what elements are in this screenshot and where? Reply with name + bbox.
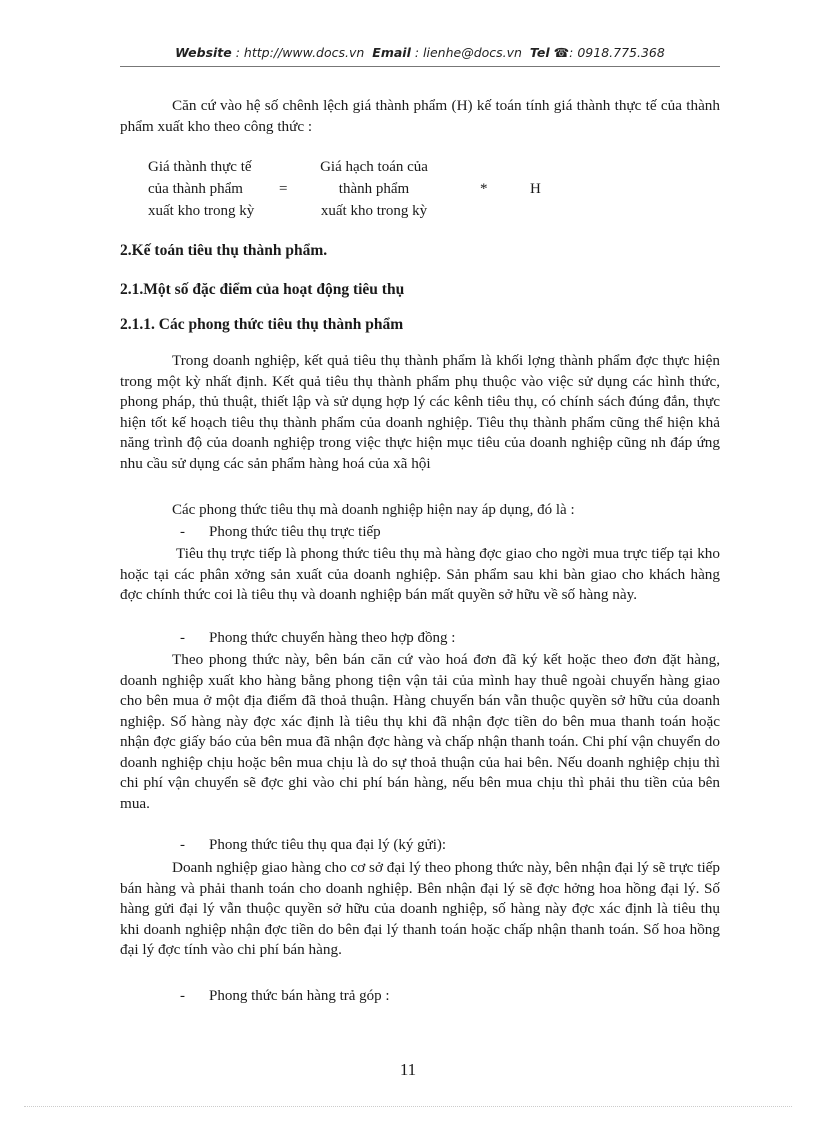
footer-divider: [24, 1106, 792, 1107]
bullet-direct-sale-label: Phong thức tiêu thụ trực tiếp: [209, 524, 381, 540]
formula-left-line-1: Giá thành thực tế: [148, 159, 252, 175]
website-label: Website: [175, 45, 232, 60]
bullet-contract-delivery-label: Phong thức chuyển hàng theo hợp đồng :: [209, 630, 456, 646]
bullet-agency-sale-label: Phong thức tiêu thụ qua đại lý (ký gửi):: [209, 837, 447, 853]
methods-intro: Các phong thức tiêu thụ mà doanh nghiệp hiện nay áp dụng, đó là :: [172, 502, 575, 518]
page-number: 11: [399, 1060, 417, 1079]
formula-h: H: [530, 181, 541, 197]
email-value: : lienhe@docs.vn: [414, 45, 522, 60]
paragraph-sales-result: Trong doanh nghiệp, kết quả tiêu thụ thành phẩm là khối lợng thành phẩm đợc thực hiện trong một kỳ nhất định. Kết quả tiêu thụ thành phẩm phụ thuộc vào việc sử dụng các hình thức, phong pháp, thủ thuật, thiết lập và sử dụng hợp lý các kênh tiêu thụ, có chính sách đúng đắn, thực hiện tốt kế hoạch tiêu thụ thành phẩm của doanh nghiệp. Tiêu thụ thành phẩm cũng thể hiện khả năng trình độ của doanh nghiệp trong việc thực hiện mục tiêu của doanh nghiệp cũng nh đáp ứng nhu cầu sử dụng các sản phẩm hàng hoá của xã hội: [120, 352, 720, 472]
bullet-agency-sale: - Phong thức tiêu thụ qua đại lý (ký gửi):: [180, 837, 447, 853]
formula-equals: =: [279, 181, 288, 197]
heading-sales-characteristics: 2.1.Một số đặc điểm của hoạt động tiêu thụ: [120, 281, 405, 298]
phone-icon: ☎: [553, 45, 570, 60]
formula-right-line-2: thành phẩm: [338, 181, 410, 197]
intro-paragraph: Căn cứ vào hệ số chênh lệch giá thành phẩm (H) kế toán tính giá thành thực tế của thành phẩm xuất kho theo công thức :: [120, 97, 720, 135]
bullet-installment-sale: - Phong thức bán hàng trả góp :: [180, 988, 390, 1004]
bullet-installment-sale-label: Phong thức bán hàng trả góp :: [209, 988, 390, 1004]
bullet-direct-sale: - Phong thức tiêu thụ trực tiếp: [180, 524, 381, 540]
formula-right-line-3: xuất kho trong kỳ: [320, 203, 428, 219]
website-value: : http://www.docs.vn: [235, 45, 365, 60]
paragraph-agency-sale: Doanh nghiệp giao hàng cho cơ sở đại lý theo phong thức này, bên nhận đại lý sẽ trực tiếp bán hàng và phải thanh toán cho doanh nghiệp. Bên nhận đại lý sẽ đợc hởng hoa hồng đại lý. Số hàng gửi đại lý vẫn thuộc quyền sở hữu của doanh nghiệp, số hàng này đợc xác định là tiêu thụ khi doanh nghiệp nhận đợc tiền do bên đại lý thanh toán hoặc chấp nhận thanh toán. Số hoa hồng đại lý đợc tính vào chi phí bán hàng.: [120, 859, 720, 958]
bullet-contract-delivery: - Phong thức chuyển hàng theo hợp đồng :: [180, 630, 456, 646]
formula-left-line-2: của thành phẩm: [148, 181, 243, 197]
formula-right-line-1: Giá hạch toán của: [320, 159, 428, 175]
tel-label: Tel: [529, 45, 550, 60]
tel-value: : 0918.775.368: [569, 45, 665, 60]
email-label: Email: [372, 45, 411, 60]
formula-left-line-3: xuất kho trong kỳ: [148, 203, 255, 219]
formula-left: [148, 156, 254, 222]
paragraph-direct-sale: Tiêu thụ trực tiếp là phong thức tiêu thụ mà hàng đợc giao cho ngời mua trực tiếp tại kho hoặc tại các phân xởng sản xuất của doanh nghiệp. Sản phẩm sau khi bàn giao cho khách hàng đợc chính thức coi là tiêu thụ và doanh nghiệp bán mất quyền sở hữu về số hàng này.: [120, 545, 720, 603]
heading-sales-accounting: 2.Kế toán tiêu thụ thành phẩm.: [120, 242, 328, 259]
header-divider: [120, 66, 720, 67]
formula-right: [308, 156, 440, 222]
page-header: [120, 45, 720, 65]
heading-sales-methods: 2.1.1. Các phong thức tiêu thụ thành phẩm: [120, 316, 404, 333]
paragraph-contract-delivery: Theo phong thức này, bên bán căn cứ vào hoá đơn đã ký kết hoặc theo đơn đặt hàng, doanh nghiệp xuất kho hàng bằng phong tiện vận tải của mình hay thuê ngoài chuyển hàng giao cho bên mua ở một địa điểm đã thoả thuận. Hàng chuyển bán vẫn thuộc quyền sở hữu của doanh nghiệp. Số hàng này đợc xác định là tiêu thụ khi đã nhận đợc tiền do bên mua thanh toán hoặc nhận đợc giấy báo của bên mua đã nhận đợc hàng và chấp nhận thanh toán. Chi phí vận chuyển do doanh nghiệp chịu hoặc bên mua chịu là do sự thoả thuận của hai bên. Nếu doanh nghiệp chịu thì chi phí vận chuyển sẽ đợc ghi vào chi phí bán hàng, nếu bên mua chịu thì phải thu tiền của bên mua.: [120, 651, 720, 812]
formula-times: *: [480, 181, 488, 197]
